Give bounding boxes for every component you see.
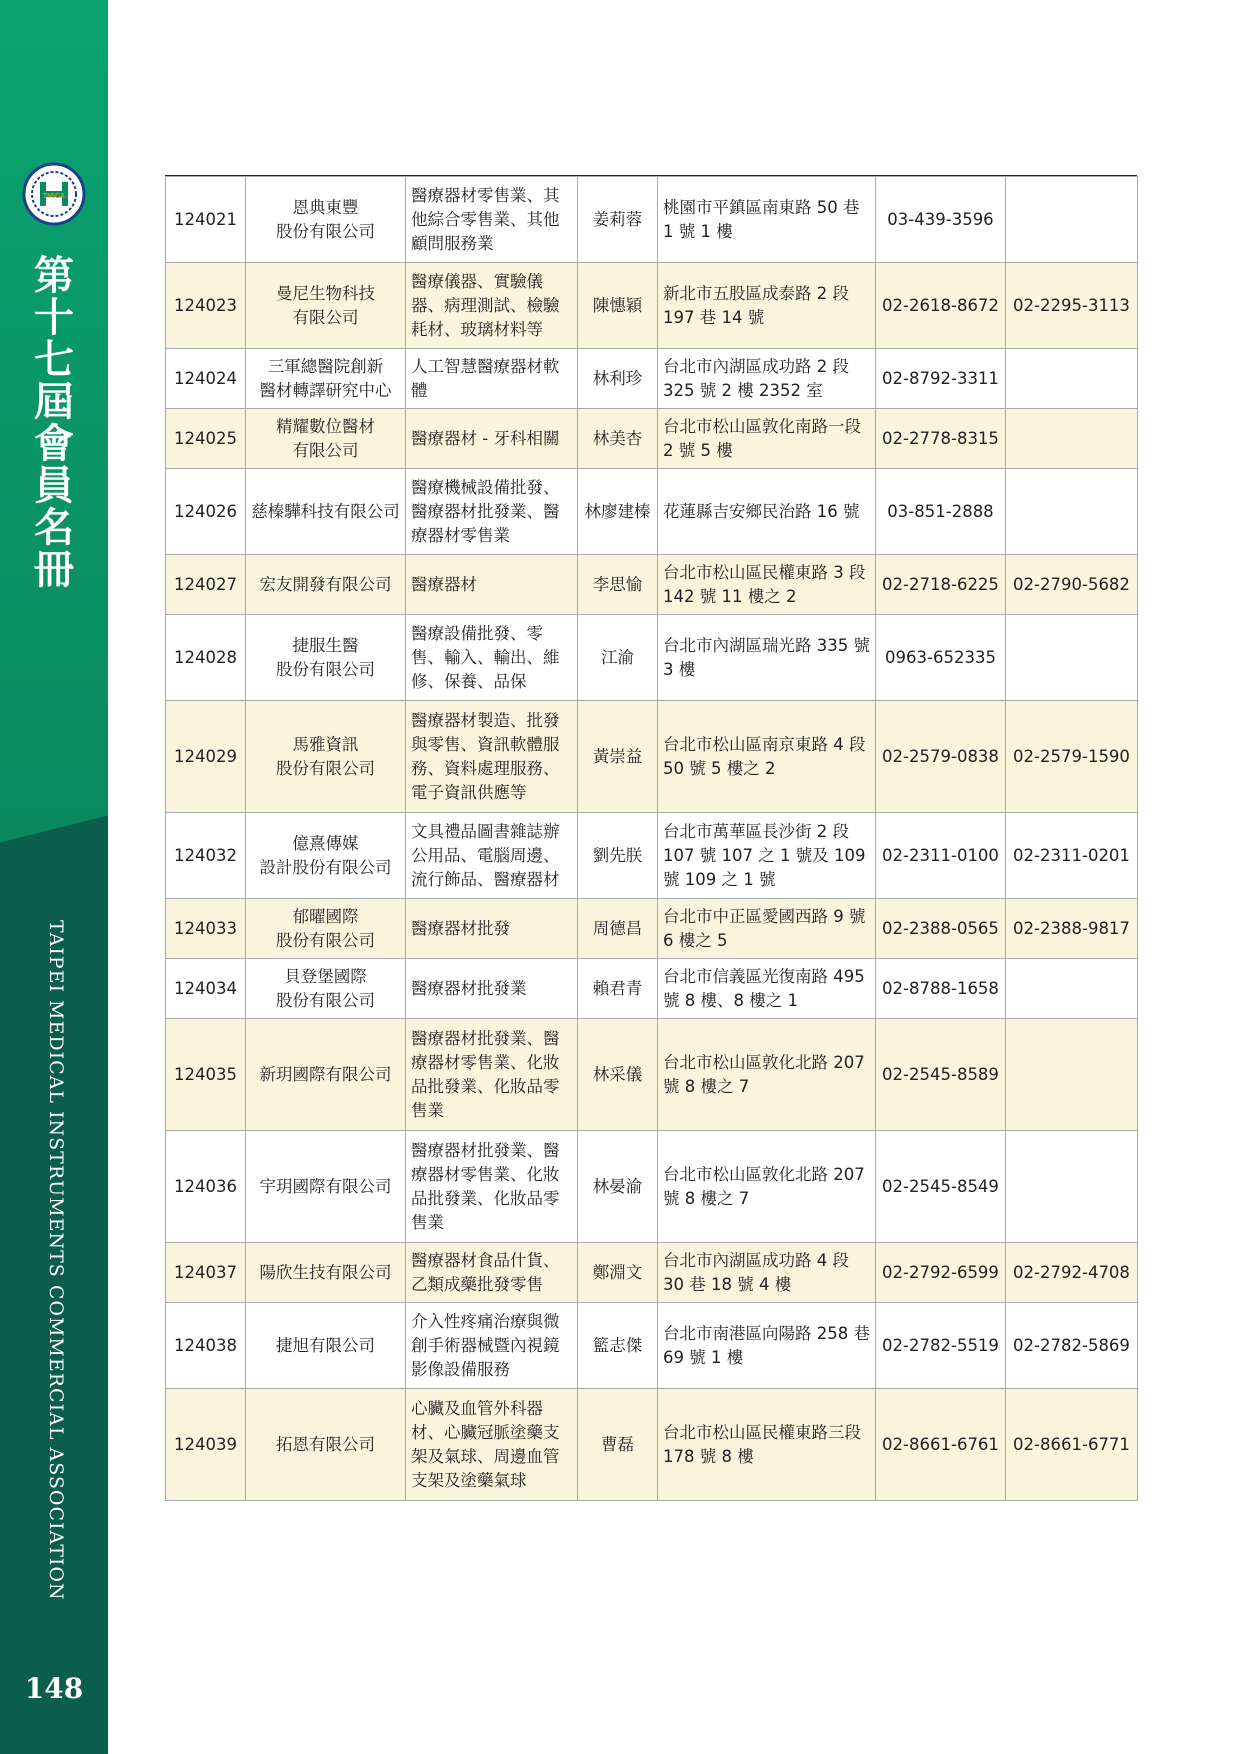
business-scope: 醫療設備批發、零售、輸入、輸出、維修、保養、品保 bbox=[406, 615, 578, 701]
table-row bbox=[166, 555, 1138, 615]
representative: 江渝 bbox=[578, 615, 658, 701]
business-scope: 醫療器材 - 牙科相關 bbox=[406, 409, 578, 469]
member-id: 124038 bbox=[166, 1303, 246, 1389]
fax bbox=[1006, 349, 1138, 409]
member-table bbox=[165, 176, 1138, 1501]
phone: 03-851-2888 bbox=[876, 469, 1006, 555]
phone: 02-2545-8549 bbox=[876, 1131, 1006, 1243]
representative: 籃志傑 bbox=[578, 1303, 658, 1389]
address: 桃園市平鎮區南東路 50 巷 1 號 1 樓 bbox=[658, 177, 876, 263]
member-id: 124032 bbox=[166, 813, 246, 899]
phone: 03-439-3596 bbox=[876, 177, 1006, 263]
phone: 02-8788-1658 bbox=[876, 959, 1006, 1019]
company-name: 慈榛驊科技有限公司 bbox=[246, 469, 406, 555]
association-name: TAIPEI MEDICAL INSTRUMENTS COMMERCIAL ASSOCIATION bbox=[45, 920, 67, 1601]
address: 台北市松山區民權東路 3 段 142 號 11 樓之 2 bbox=[658, 555, 876, 615]
address: 台北市松山區民權東路三段 178 號 8 樓 bbox=[658, 1389, 876, 1501]
address: 台北市萬華區長沙街 2 段 107 號 107 之 1 號及 109 號 109 之 1 號 bbox=[658, 813, 876, 899]
fax: 02-2579-1590 bbox=[1006, 701, 1138, 813]
page-number: 148 bbox=[24, 1672, 84, 1705]
phone: 02-2388-0565 bbox=[876, 899, 1006, 959]
address: 台北市松山區南京東路 4 段 50 號 5 樓之 2 bbox=[658, 701, 876, 813]
fax bbox=[1006, 177, 1138, 263]
business-scope: 醫療器材製造、批發與零售、資訊軟體服務、資料處理服務、電子資訊供應等 bbox=[406, 701, 578, 813]
business-scope: 醫療儀器、實驗儀器、病理測試、檢驗耗材、玻璃材料等 bbox=[406, 263, 578, 349]
business-scope: 醫療器材批發業、醫療器材零售業、化妝品批發業、化妝品零售業 bbox=[406, 1131, 578, 1243]
member-id: 124023 bbox=[166, 263, 246, 349]
address: 台北市南港區向陽路 258 巷 69 號 1 樓 bbox=[658, 1303, 876, 1389]
company-name: 精耀數位醫材 有限公司 bbox=[246, 409, 406, 469]
company-name: 三軍總醫院創新 醫材轉譯研究中心 bbox=[246, 349, 406, 409]
member-id: 124025 bbox=[166, 409, 246, 469]
company-name: 捷旭有限公司 bbox=[246, 1303, 406, 1389]
business-scope: 文具禮品圖書雜誌辦公用品、電腦周邊、流行飾品、醫療器材 bbox=[406, 813, 578, 899]
phone: 02-2545-8589 bbox=[876, 1019, 1006, 1131]
business-scope: 醫療器材批發業、醫療器材零售業、化妝品批發業、化妝品零售業 bbox=[406, 1019, 578, 1131]
representative: 林利珍 bbox=[578, 349, 658, 409]
phone: 02-2618-8672 bbox=[876, 263, 1006, 349]
table-row bbox=[166, 615, 1138, 701]
business-scope: 醫療器材 bbox=[406, 555, 578, 615]
address: 新北市五股區成泰路 2 段 197 巷 14 號 bbox=[658, 263, 876, 349]
company-name: 貝登堡國際 股份有限公司 bbox=[246, 959, 406, 1019]
representative: 李思愉 bbox=[578, 555, 658, 615]
phone: 02-2579-0838 bbox=[876, 701, 1006, 813]
company-name: 宏友開發有限公司 bbox=[246, 555, 406, 615]
table-row bbox=[166, 409, 1138, 469]
company-name: 馬雅資訊 股份有限公司 bbox=[246, 701, 406, 813]
representative: 鄭淵文 bbox=[578, 1243, 658, 1303]
representative: 曹磊 bbox=[578, 1389, 658, 1501]
representative: 陳憓穎 bbox=[578, 263, 658, 349]
member-id: 124021 bbox=[166, 177, 246, 263]
fax: 02-2295-3113 bbox=[1006, 263, 1138, 349]
address: 台北市松山區敦化北路 207 號 8 樓之 7 bbox=[658, 1019, 876, 1131]
company-name: 陽欣生技有限公司 bbox=[246, 1243, 406, 1303]
table-row bbox=[166, 813, 1138, 899]
fax: 02-2388-9817 bbox=[1006, 899, 1138, 959]
representative: 周德昌 bbox=[578, 899, 658, 959]
representative: 林晏渝 bbox=[578, 1131, 658, 1243]
company-name: 郁曜國際 股份有限公司 bbox=[246, 899, 406, 959]
table-row bbox=[166, 1131, 1138, 1243]
company-name: 捷服生醫 股份有限公司 bbox=[246, 615, 406, 701]
fax bbox=[1006, 1019, 1138, 1131]
address: 台北市內湖區成功路 2 段 325 號 2 樓 2352 室 bbox=[658, 349, 876, 409]
address: 台北市中正區愛國西路 9 號 6 樓之 5 bbox=[658, 899, 876, 959]
phone: 02-2718-6225 bbox=[876, 555, 1006, 615]
table-row bbox=[166, 959, 1138, 1019]
member-id: 124033 bbox=[166, 899, 246, 959]
table-row bbox=[166, 177, 1138, 263]
address: 台北市松山區敦化北路 207 號 8 樓之 7 bbox=[658, 1131, 876, 1243]
business-scope: 醫療器材食品什貨、乙類成藥批發零售 bbox=[406, 1243, 578, 1303]
phone: 02-8792-3311 bbox=[876, 349, 1006, 409]
phone: 02-2782-5519 bbox=[876, 1303, 1006, 1389]
business-scope: 人工智慧醫療器材軟體 bbox=[406, 349, 578, 409]
company-name: 曼尼生物科技 有限公司 bbox=[246, 263, 406, 349]
member-rows bbox=[166, 177, 1138, 1501]
table-row bbox=[166, 1389, 1138, 1501]
company-name: 恩典東豐 股份有限公司 bbox=[246, 177, 406, 263]
representative: 劉先朕 bbox=[578, 813, 658, 899]
phone: 02-2778-8315 bbox=[876, 409, 1006, 469]
address: 台北市松山區敦化南路一段 2 號 5 樓 bbox=[658, 409, 876, 469]
phone: 02-8661-6761 bbox=[876, 1389, 1006, 1501]
representative: 黃崇益 bbox=[578, 701, 658, 813]
business-scope: 心臟及血管外科器材、心臟冠脈塗藥支架及氣球、周邊血管支架及塗藥氣球 bbox=[406, 1389, 578, 1501]
business-scope: 醫療器材批發業 bbox=[406, 959, 578, 1019]
member-id: 124036 bbox=[166, 1131, 246, 1243]
representative: 賴君青 bbox=[578, 959, 658, 1019]
member-id: 124035 bbox=[166, 1019, 246, 1131]
fax: 02-2792-4708 bbox=[1006, 1243, 1138, 1303]
address: 台北市內湖區成功路 4 段 30 巷 18 號 4 樓 bbox=[658, 1243, 876, 1303]
fax: 02-2311-0201 bbox=[1006, 813, 1138, 899]
table-row bbox=[166, 1303, 1138, 1389]
company-name: 億熹傳媒 設計股份有限公司 bbox=[246, 813, 406, 899]
phone: 0963-652335 bbox=[876, 615, 1006, 701]
member-id: 124027 bbox=[166, 555, 246, 615]
table-row bbox=[166, 701, 1138, 813]
business-scope: 醫療器材批發 bbox=[406, 899, 578, 959]
table-row bbox=[166, 263, 1138, 349]
representative: 林采儀 bbox=[578, 1019, 658, 1131]
company-name: 新玥國際有限公司 bbox=[246, 1019, 406, 1131]
company-name: 宇玥國際有限公司 bbox=[246, 1131, 406, 1243]
representative: 林廖建榛 bbox=[578, 469, 658, 555]
phone: 02-2311-0100 bbox=[876, 813, 1006, 899]
address: 台北市信義區光復南路 495 號 8 樓、8 樓之 1 bbox=[658, 959, 876, 1019]
fax: 02-2790-5682 bbox=[1006, 555, 1138, 615]
fax bbox=[1006, 1131, 1138, 1243]
phone: 02-2792-6599 bbox=[876, 1243, 1006, 1303]
member-id: 124028 bbox=[166, 615, 246, 701]
fax bbox=[1006, 615, 1138, 701]
fax: 02-2782-5869 bbox=[1006, 1303, 1138, 1389]
fax bbox=[1006, 409, 1138, 469]
fax bbox=[1006, 959, 1138, 1019]
sidebar bbox=[0, 0, 108, 1754]
representative: 姜莉蓉 bbox=[578, 177, 658, 263]
address: 花蓮縣吉安鄉民治路 16 號 bbox=[658, 469, 876, 555]
business-scope: 醫療器材零售業、其他綜合零售業、其他顧問服務業 bbox=[406, 177, 578, 263]
member-id: 124037 bbox=[166, 1243, 246, 1303]
table-row bbox=[166, 899, 1138, 959]
address: 台北市內湖區瑞光路 335 號 3 樓 bbox=[658, 615, 876, 701]
sidebar-title: 第 十 七 屆 會 員 名 冊 bbox=[34, 252, 74, 593]
member-id: 124039 bbox=[166, 1389, 246, 1501]
table-row bbox=[166, 1243, 1138, 1303]
table-row bbox=[166, 469, 1138, 555]
fax bbox=[1006, 469, 1138, 555]
representative: 林美杏 bbox=[578, 409, 658, 469]
member-id: 124029 bbox=[166, 701, 246, 813]
business-scope: 醫療機械設備批發、醫療器材批發業、醫療器材零售業 bbox=[406, 469, 578, 555]
table-row bbox=[166, 1019, 1138, 1131]
logo-text: TMICA bbox=[42, 193, 66, 200]
member-id: 124034 bbox=[166, 959, 246, 1019]
tmica-logo-icon bbox=[22, 162, 86, 226]
fax: 02-8661-6771 bbox=[1006, 1389, 1138, 1501]
member-id: 124024 bbox=[166, 349, 246, 409]
table-row bbox=[166, 349, 1138, 409]
business-scope: 介入性疼痛治療與微創手術器械暨內視鏡影像設備服務 bbox=[406, 1303, 578, 1389]
company-name: 拓恩有限公司 bbox=[246, 1389, 406, 1501]
member-id: 124026 bbox=[166, 469, 246, 555]
